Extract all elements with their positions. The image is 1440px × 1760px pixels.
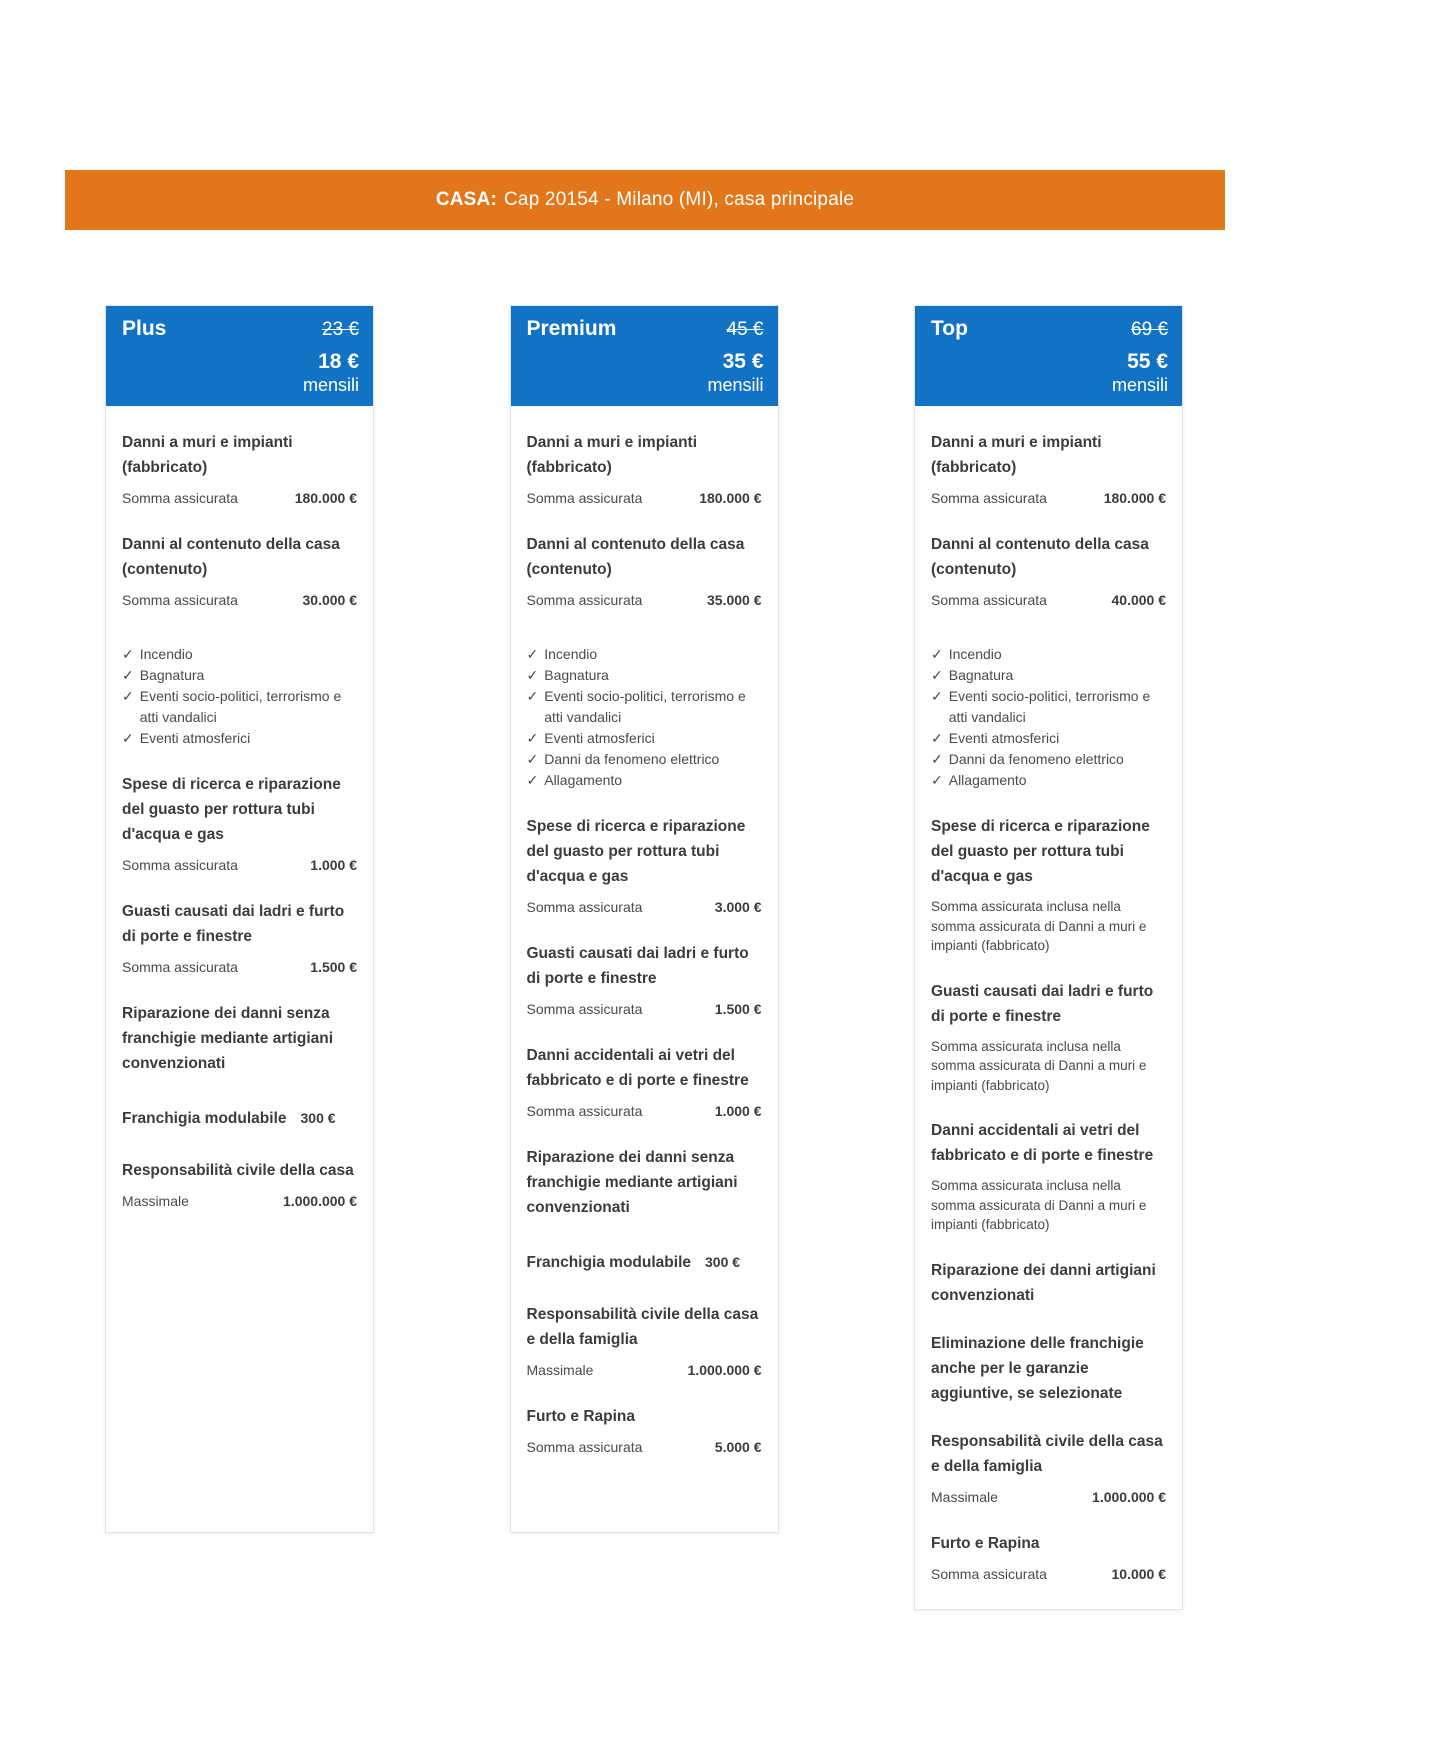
plan-header-row <box>931 317 1168 341</box>
check-icon: ✓ <box>122 730 134 746</box>
amount-value: 3.000 € <box>714 899 762 915</box>
plan-body <box>511 406 778 1482</box>
plan-card-premium <box>510 305 779 1533</box>
plan-body <box>915 406 1182 1609</box>
plan-header-row <box>122 317 359 341</box>
coverage-title: Danni a muri e impianti (fabbricato) <box>526 434 698 476</box>
checklist-item <box>931 644 1166 665</box>
coverage-amount-row <box>931 488 1166 509</box>
coverage-amount-row <box>122 488 357 509</box>
check-icon: ✓ <box>526 646 539 662</box>
banner-text: Cap 20154 - Milano (MI), casa principale <box>504 189 855 210</box>
check-icon: ✓ <box>526 751 539 767</box>
check-icon: ✓ <box>931 751 943 767</box>
coverage-title: Furto e Rapina <box>931 1534 1040 1552</box>
amount-label: Somma assicurata <box>931 592 1047 608</box>
coverage-amount-row <box>527 1437 762 1458</box>
coverage-title: Guasti causati dai ladri e furto di porte e finestre <box>931 982 1154 1025</box>
checklist-item-label: Incendio <box>139 646 193 662</box>
amount-label: Somma assicurata <box>931 1565 1047 1582</box>
coverage-title: Guasti causati dai ladri e furto di porte e finestre <box>526 945 749 987</box>
coverage-title: Furto e Rapina <box>526 1408 636 1425</box>
checklist-item-label: Eventi atmosferici <box>544 730 655 746</box>
coverage-title: Responsabilità civile della casa e della famiglia <box>931 1432 1163 1475</box>
amount-label: Massimale <box>122 1193 189 1209</box>
amount-label: Somma assicurata <box>526 490 643 506</box>
coverage-amount-row <box>931 1487 1166 1508</box>
check-icon: ✓ <box>526 667 539 683</box>
plan-old-price: 45 € <box>726 319 764 340</box>
coverage-title: Riparazione dei danni senza franchigie mediante artigiani convenzionati <box>122 1005 334 1072</box>
coverage-title: Responsabilità civile della casa e della famiglia <box>526 1306 759 1348</box>
plan-header <box>511 306 778 406</box>
checklist-item <box>931 728 1166 749</box>
coverage-checklist <box>122 644 357 749</box>
coverage-title: Danni al contenuto della casa (contenuto) <box>122 536 340 578</box>
checklist-item <box>122 686 357 728</box>
check-icon: ✓ <box>931 730 943 746</box>
check-icon: ✓ <box>931 688 943 704</box>
amount-label: Somma assicurata <box>122 857 238 873</box>
amount-label: Somma assicurata <box>526 1439 643 1455</box>
plan-price: 35 € <box>722 350 764 373</box>
checklist-item-label: Eventi socio-politici, terrorismo e atti vandalici <box>139 688 342 725</box>
coverage-title: Spese di ricerca e riparazione del guasto per rottura tubi d'acqua e gas <box>122 776 341 843</box>
checklist-item <box>527 728 762 749</box>
coverage-title: Danni accidentali ai vetri del fabbricato e di porte e finestre <box>526 1047 749 1089</box>
franchigia-row <box>122 1110 357 1128</box>
check-icon: ✓ <box>931 667 943 683</box>
franchigia-label: Franchigia modulabile <box>122 1110 287 1127</box>
checklist-item <box>527 749 762 770</box>
plan-price-period: mensili <box>707 375 764 395</box>
checklist-item <box>527 644 762 665</box>
checklist-item <box>527 770 762 791</box>
coverage-note: Somma assicurata inclusa nella somma assicurata di Danni a muri e impianti (fabbricato) <box>931 899 1147 953</box>
coverage-amount-row <box>527 1360 762 1381</box>
amount-label: Somma assicurata <box>122 490 238 506</box>
coverage-title: Danni accidentali ai vetri del fabbricato e di porte e finestre <box>931 1122 1154 1164</box>
check-icon: ✓ <box>122 688 134 704</box>
check-icon: ✓ <box>526 772 539 788</box>
plan-name: Top <box>931 317 968 340</box>
amount-label: Somma assicurata <box>526 1001 643 1017</box>
plans-container <box>105 305 1183 1610</box>
checklist-item-label: Bagnatura <box>948 667 1014 683</box>
check-icon: ✓ <box>526 688 539 704</box>
casa-banner <box>65 170 1225 230</box>
checklist-item-label: Danni da fenomeno elettrico <box>544 751 720 767</box>
coverage-amount-row <box>527 590 762 611</box>
coverage-amount-row <box>931 590 1166 611</box>
amount-label: Somma assicurata <box>526 1103 643 1119</box>
checklist-item-label: Allagamento <box>948 772 1027 788</box>
checklist-item-label: Bagnatura <box>544 667 609 683</box>
plan-header-row <box>527 317 764 341</box>
coverage-checklist <box>527 644 762 791</box>
coverage-amount-row <box>122 1191 357 1212</box>
check-icon: ✓ <box>526 730 539 746</box>
plan-header <box>915 306 1182 406</box>
amount-value: 180.000 € <box>1103 490 1166 506</box>
coverage-title: Danni a muri e impianti (fabbricato) <box>931 434 1102 476</box>
checklist-item-label: Bagnatura <box>139 667 205 683</box>
checklist-item <box>931 686 1166 728</box>
franchigia-label: Franchigia modulabile <box>526 1254 691 1271</box>
coverage-amount-row <box>122 855 357 876</box>
coverage-title: Guasti causati dai ladri e furto di porte e finestre <box>122 903 345 945</box>
checklist-item <box>931 665 1166 686</box>
amount-value: 180.000 € <box>294 490 357 506</box>
plan-price-period: mensili <box>1111 375 1168 395</box>
coverage-amount-row <box>122 957 357 978</box>
checklist-item <box>931 770 1166 791</box>
check-icon: ✓ <box>122 667 134 683</box>
checklist-item-label: Eventi atmosferici <box>948 730 1060 746</box>
plan-header <box>106 306 373 406</box>
coverage-amount-row <box>527 488 762 509</box>
checklist-item <box>527 665 762 686</box>
coverage-amount-row <box>931 1564 1166 1585</box>
check-icon: ✓ <box>931 646 943 662</box>
coverage-amount-row <box>527 897 762 918</box>
coverage-title: Spese di ricerca e riparazione del guasto per rottura tubi d'acqua e gas <box>931 818 1150 885</box>
amount-value: 180.000 € <box>699 490 762 506</box>
checklist-item-label: Allagamento <box>544 772 623 788</box>
coverage-title: Spese di ricerca e riparazione del guasto per rottura tubi d'acqua e gas <box>526 818 746 885</box>
coverage-note: Somma assicurata inclusa nella somma assicurata di Danni a muri e impianti (fabbricato) <box>931 1178 1147 1232</box>
amount-value: 1.500 € <box>310 959 357 975</box>
franchigia-row <box>527 1254 762 1272</box>
checklist-item <box>931 749 1166 770</box>
coverage-title: Danni al contenuto della casa (contenuto) <box>526 536 745 578</box>
checklist-item-label: Danni da fenomeno elettrico <box>948 751 1124 767</box>
amount-value: 1.500 € <box>714 1001 762 1017</box>
amount-value: 1.000.000 € <box>283 1193 357 1209</box>
plan-price: 55 € <box>1127 350 1168 373</box>
amount-label: Massimale <box>526 1362 594 1378</box>
amount-label: Somma assicurata <box>122 959 238 975</box>
coverage-checklist <box>931 644 1166 791</box>
coverage-title: Responsabilità civile della casa <box>122 1162 354 1179</box>
check-icon: ✓ <box>122 646 134 662</box>
checklist-item-label: Eventi atmosferici <box>139 730 251 746</box>
coverage-amount-row <box>527 999 762 1020</box>
amount-value: 1.000 € <box>310 857 357 873</box>
amount-value: 40.000 € <box>1111 592 1166 608</box>
amount-label: Somma assicurata <box>931 490 1047 506</box>
amount-value: 5.000 € <box>714 1439 762 1455</box>
amount-label: Massimale <box>931 1488 998 1505</box>
coverage-title: Danni a muri e impianti (fabbricato) <box>122 434 293 476</box>
coverage-title: Eliminazione delle franchigie anche per le garanzie aggiuntive, se selezionate <box>931 1334 1144 1402</box>
amount-value: 1.000 € <box>714 1103 762 1119</box>
coverage-amount-row <box>122 590 357 611</box>
amount-value: 1.000.000 € <box>1092 1488 1166 1505</box>
plan-name: Premium <box>526 317 617 340</box>
plan-card-top <box>914 305 1183 1610</box>
coverage-amount-row <box>527 1101 762 1122</box>
amount-value: 30.000 € <box>302 592 357 608</box>
plan-body <box>106 406 373 1236</box>
plan-price: 18 € <box>318 350 359 373</box>
franchigia-value: 300 € <box>705 1254 741 1270</box>
checklist-item <box>122 644 357 665</box>
coverage-note: Somma assicurata inclusa nella somma assicurata di Danni a muri e impianti (fabbricato) <box>931 1038 1147 1093</box>
plan-old-price: 69 € <box>1131 319 1168 340</box>
checklist-item-label: Incendio <box>544 646 598 662</box>
plan-price-period: mensili <box>302 375 359 395</box>
amount-value: 35.000 € <box>707 592 762 608</box>
checklist-item <box>122 728 357 749</box>
checklist-item <box>527 686 762 728</box>
checklist-item-label: Eventi socio-politici, terrorismo e atti vandalici <box>544 688 746 725</box>
plan-name: Plus <box>122 317 167 340</box>
coverage-title: Riparazione dei danni senza franchigie mediante artigiani convenzionati <box>526 1149 738 1216</box>
amount-label: Somma assicurata <box>526 899 643 915</box>
franchigia-value: 300 € <box>300 1110 336 1126</box>
amount-value: 1.000.000 € <box>687 1362 762 1378</box>
amount-label: Somma assicurata <box>122 592 238 608</box>
amount-value: 10.000 € <box>1111 1565 1166 1582</box>
checklist-item-label: Eventi socio-politici, terrorismo e atti vandalici <box>948 688 1151 725</box>
checklist-item-label: Incendio <box>948 646 1002 662</box>
coverage-title: Riparazione dei danni artigiani convenzionati <box>931 1261 1156 1304</box>
amount-label: Somma assicurata <box>526 592 643 608</box>
plan-old-price: 23 € <box>322 319 359 340</box>
plan-card-plus <box>105 305 374 1533</box>
check-icon: ✓ <box>931 772 943 788</box>
checklist-item <box>122 665 357 686</box>
banner-label: CASA: <box>435 189 497 210</box>
coverage-title: Danni al contenuto della casa (contenuto) <box>931 536 1149 578</box>
